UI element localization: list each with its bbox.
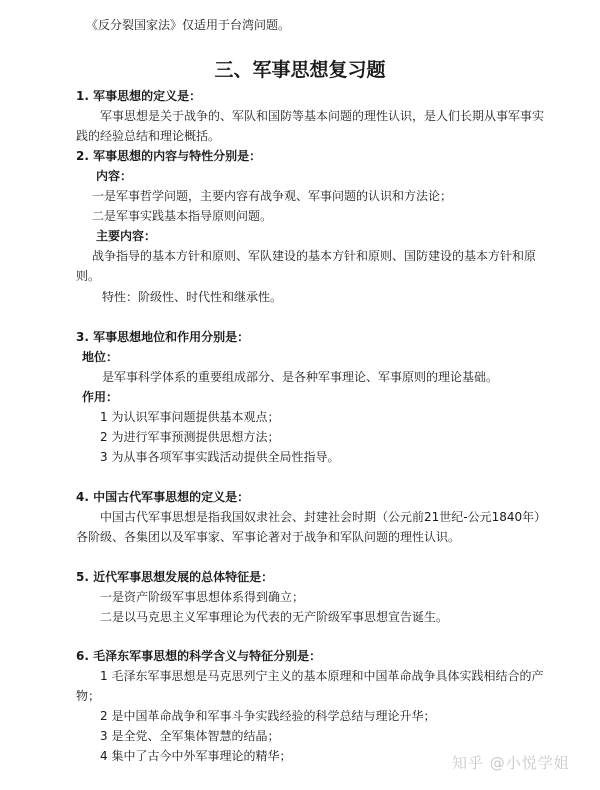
- q2-content-item-1: 一是军事哲学问题，主要内容有战争观、军事问题的认识和方法论；: [92, 189, 453, 203]
- intro-line: 《反分裂国家法》仅适用于台湾问题。: [86, 18, 291, 32]
- q5-item-2: 二是以马克思主义军事理论为代表的无产阶级军事思想宣告诞生。: [100, 610, 449, 624]
- q6-item-1-line-2: 物；: [76, 689, 101, 703]
- q4-answer-line-1: 中国古代军事思想是指我国奴隶社会、封建社会时期（公元前21世纪-公元1840年）: [100, 510, 547, 524]
- q3-status-text: 是军事科学体系的重要组成部分、是各种军事理论、军事原则的理论基础。: [102, 370, 499, 384]
- watermark: 知乎 @小悦学姐: [452, 754, 570, 772]
- q3-role-item-1: 1 为认识军事问题提供基本观点；: [100, 410, 280, 424]
- q6-item-3: 3 是全党、全军集体智慧的结晶；: [100, 729, 280, 743]
- q6-question: 6. 毛泽东军事思想的科学含义与特征分别是：: [76, 649, 322, 663]
- q5-question: 5. 近代军事思想发展的总体特征是：: [76, 570, 274, 584]
- q3-role-item-2: 2 为进行军事预测提供思想方法；: [100, 430, 280, 444]
- section-title: 三、军事思想复习题: [214, 59, 386, 81]
- q3-status-label: 地位：: [82, 350, 119, 364]
- q4-answer-line-2: 各阶级、各集团以及军事家、军事论著对于战争和军队问题的理性认识。: [76, 530, 461, 544]
- q3-role-label: 作用：: [82, 390, 119, 404]
- q2-question: 2. 军事思想的内容与特性分别是：: [76, 149, 262, 163]
- q2-main-line-1: 战争指导的基本方针和原则、军队建设的基本方针和原则、国防建设的基本方针和原: [92, 249, 537, 263]
- q3-role-item-3: 3 为从事各项军事实践活动提供全局性指导。: [100, 450, 340, 464]
- q1-question: 1. 军事思想的定义是：: [76, 89, 202, 103]
- q2-main-line-2: 则。: [76, 269, 101, 283]
- q6-item-4: 4 集中了古今中外军事理论的精华；: [100, 749, 292, 763]
- q2-content-label: 内容：: [96, 169, 133, 183]
- q3-question: 3. 军事思想地位和作用分别是：: [76, 330, 250, 344]
- q2-main-label: 主要内容：: [96, 229, 157, 243]
- q6-item-1-line-1: 1 毛泽东军事思想是马克思列宁主义的基本原理和中国革命战争具体实践相结合的产: [100, 669, 544, 683]
- q5-item-1: 一是资产阶级军事思想体系得到确立；: [100, 590, 305, 604]
- q2-content-item-2: 二是军事实践基本指导原则问题。: [92, 209, 273, 223]
- q6-item-2: 2 是中国革命战争和军事斗争实践经验的科学总结与理论升华；: [100, 709, 436, 723]
- q2-traits: 特性：阶级性、时代性和继承性。: [102, 290, 283, 304]
- q1-answer-line-1: 军事思想是关于战争的、军队和国防等基本问题的理性认识，是人们长期从事军事实: [100, 109, 545, 123]
- q4-question: 4. 中国古代军事思想的定义是：: [76, 490, 250, 504]
- q1-answer-line-2: 践的经验总结和理论概括。: [76, 129, 221, 143]
